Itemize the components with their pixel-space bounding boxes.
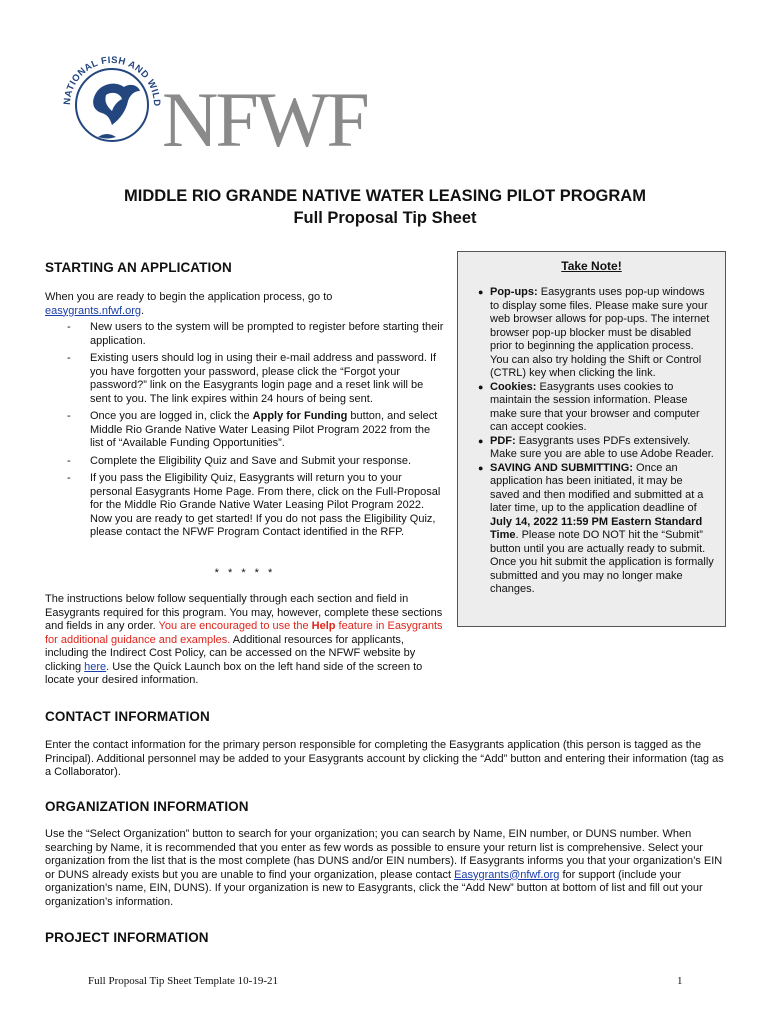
organization-text: Use the “Select Organization” button to search for your organization; you can search by Name, EIN number, or DUNS number. When searching by Name, it is recommended that you enter as few words as possible to ensure your return list is comprehensive. Select your organization from the list that is the most complete (has DUNS and/or EIN numbers). If Easygrants informs you that your organization’s EIN or DUNS already exists but you are unable to find your organization, please contact Easygrants@nfwf.org for support (include your organization’s name, EIN, DUNS). If your organization is new to Easygrants, click the “Add New” button at bottom of list and fill out your organization’s information.: [45, 828, 723, 908]
footer-template: Full Proposal Tip Sheet Template 10-19-21: [88, 975, 279, 987]
document-subtitle: Full Proposal Tip Sheet: [293, 209, 477, 227]
organization-heading: ORGANIZATION INFORMATION: [45, 799, 249, 814]
support-email-link[interactable]: Easygrants@nfwf.org: [454, 868, 560, 881]
list-item: - Complete the Eligibility Quiz and Save and Submit your response.: [67, 454, 412, 467]
contact-text: Enter the contact information for the primary person responsible for completing the Easygrants application (this person is tagged as the Principal). Additional personnel may be added to your Easygrants account by clicking the “Add” button and entering their information (tag as a Collaborator).: [45, 739, 724, 778]
nfwf-seal-icon: [50, 45, 370, 165]
list-item: ● PDF: Easygrants uses PDFs extensively. Make sure you are able to use Adobe Reader.: [478, 434, 714, 460]
easygrants-link[interactable]: easygrants.nfwf.org: [45, 304, 141, 317]
separator-stars: * * * * *: [214, 567, 276, 579]
list-item: - New users to the system will be prompted to register before starting their application.: [67, 321, 444, 347]
list-item: - Once you are logged in, click the Apply for Funding button, and select Middle Rio Grande Native Water Leasing Pilot Program 2022 from the list of “Available Funding Opportunities”.: [67, 410, 438, 449]
intro-text: When you are ready to begin the application process, go to: [45, 291, 333, 303]
nfwf-website-link[interactable]: here: [84, 660, 107, 673]
nfwf-logo: [50, 45, 370, 165]
page-number: 1: [677, 975, 683, 987]
instructions-paragraph: The instructions below follow sequentially through each section and field in Easygrants required for this program. You may, however, complete these sections and fields in any order. You are encouraged to use the Help feature in Easygrants for additional guidance and examples. Additional resources for applicants, including the Indirect Cost Policy, can be accessed on the NFWF website by clicking here. Use the Quick Launch box on the left hand side of the screen to locate your desired information.: [45, 593, 443, 686]
take-note-box: [457, 251, 726, 627]
nfwf-wordmark: NFWF: [162, 76, 367, 163]
take-note-title: Take Note!: [561, 259, 622, 273]
take-note-list: [458, 286, 725, 597]
list-item: - If you pass the Eligibility Quiz, Easygrants will return you to your personal Easygrants Home Page. From there, click on the Full-Proposal for the Middle Rio Grande Native Water Leasing Pilot Program 2022. Now you are ready to get started! If you do not pass the Eligibility Quiz, please contact the NFWF Program Contact identified in the RFP.: [67, 472, 441, 538]
list-item: ● Pop-ups: Easygrants uses pop-up windows to display some files. Please make sure your web browser allows for pop-ups. The internet browser pop-up blocker must be disabled prior to beginning the application process. You can also try holding the Shift or Control (CTRL) key when clicking the link.: [478, 286, 710, 379]
list-item: ● SAVING AND SUBMITTING: Once an application has been initiated, it may be saved and then modified and submitted at a later time, up to the application deadline of July 14, 2022 11:59 PM Eastern Standard Time. Please note DO NOT hit the “Submit” button until you are actually ready to submit. Once you hit submit the application is formally submitted and you may no longer make changes.: [478, 461, 714, 595]
svg-text:NATIONAL FISH AND WILDLIFE FOU: NATIONAL FISH AND WILD: [61, 54, 163, 107]
starting-heading: STARTING AN APPLICATION: [45, 260, 232, 275]
list-item: ● Cookies: Easygrants uses cookies to maintain the session information. Please make sure that your browser and computer can accept cookies.: [478, 380, 700, 433]
steps-list: [45, 321, 445, 544]
list-item: - Existing users should log in using their e-mail address and password. If you have forgotten your password, please click the “Forgot your password?” link on the Easygrants login page and a reset link will be sent to you. The link expires within 24 hours of being sent.: [67, 352, 437, 405]
contact-heading: CONTACT INFORMATION: [45, 709, 210, 724]
document-title: MIDDLE RIO GRANDE NATIVE WATER LEASING PILOT PROGRAM: [124, 187, 646, 205]
starting-intro: When you are ready to begin the application process, go to easygrants.nfwf.org.: [45, 291, 333, 317]
project-heading: PROJECT INFORMATION: [45, 930, 209, 945]
